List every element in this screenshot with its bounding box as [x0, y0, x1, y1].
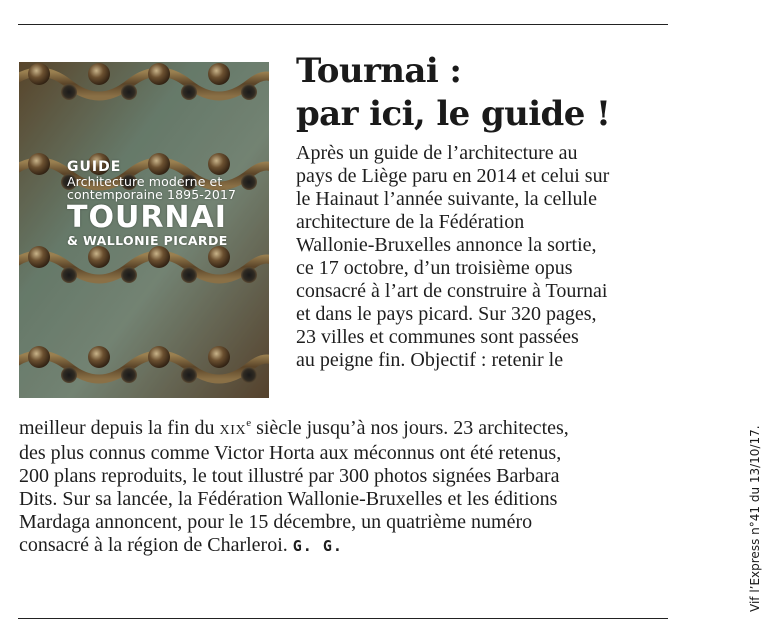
cover-guide-label: GUIDE: [67, 159, 122, 175]
headline-line-2: par ici, le guide !: [296, 94, 611, 134]
cover-subtitle-line-1: Architecture moderne et: [67, 174, 223, 189]
headline-line-1: Tournai :: [296, 51, 462, 91]
cover-subtitle-line-2: contemporaine 1895-2017: [67, 187, 237, 202]
body-line: ce 17 octobre, d’un troisième opus: [296, 257, 573, 279]
top-rule: [18, 24, 668, 25]
body-line: au peigne fin. Objectif : retenir le: [296, 349, 564, 371]
body-line: pays de Liège paru en 2014 et celui sur: [296, 165, 610, 187]
body-line: Wallonie-Bruxelles annonce la sortie,: [296, 234, 597, 256]
body-line: et dans le pays picard. Sur 320 pages,: [296, 303, 597, 325]
body-line: consacré à l’art de construire à Tournai: [296, 280, 608, 302]
guide-cover-image: [19, 62, 269, 398]
author-signature: G. G.: [292, 537, 343, 555]
century-superscript: e: [246, 417, 252, 429]
body-line-with-century: [19, 417, 569, 442]
article-headline: [296, 50, 610, 136]
body-line: des plus connus comme Victor Horta aux méconnus ont été retenus,: [19, 442, 562, 464]
century-numeral: XIX: [219, 423, 247, 438]
body-text-fragment: consacré à la région de Charleroi.: [19, 534, 288, 556]
body-text-fragment: meilleur depuis la fin du: [19, 417, 220, 439]
body-text-fragment: siècle jusqu’à nos jours. 23 architectes,: [251, 417, 569, 439]
body-line: Dits. Sur sa lancée, la Fédération Wallonie-Bruxelles et les éditions: [19, 488, 558, 510]
source-credit: Vif l’Express n°41 du 13/10/17.: [748, 425, 762, 612]
bottom-rule: [18, 618, 668, 619]
body-last-line: [19, 534, 569, 558]
cover-title-block: [67, 159, 267, 248]
body-line: Mardaga annoncent, pour le 15 décembre, un quatrième numéro: [19, 511, 533, 533]
body-line: 23 villes et communes sont passées: [296, 326, 579, 348]
article-body-right-column: [296, 142, 609, 372]
cover-region-label: & WALLONIE PICARDE: [67, 233, 228, 248]
body-line: 200 plans reproduits, le tout illustré par 300 photos signées Barbara: [19, 465, 560, 487]
body-line: Après un guide de l’architecture au: [296, 142, 578, 164]
body-line: le Hainaut l’année suivante, la cellule: [296, 188, 597, 210]
article-body-full-width: [19, 417, 569, 558]
body-line: architecture de la Fédération: [296, 211, 525, 233]
cover-city-title: TOURNAI: [67, 200, 227, 235]
